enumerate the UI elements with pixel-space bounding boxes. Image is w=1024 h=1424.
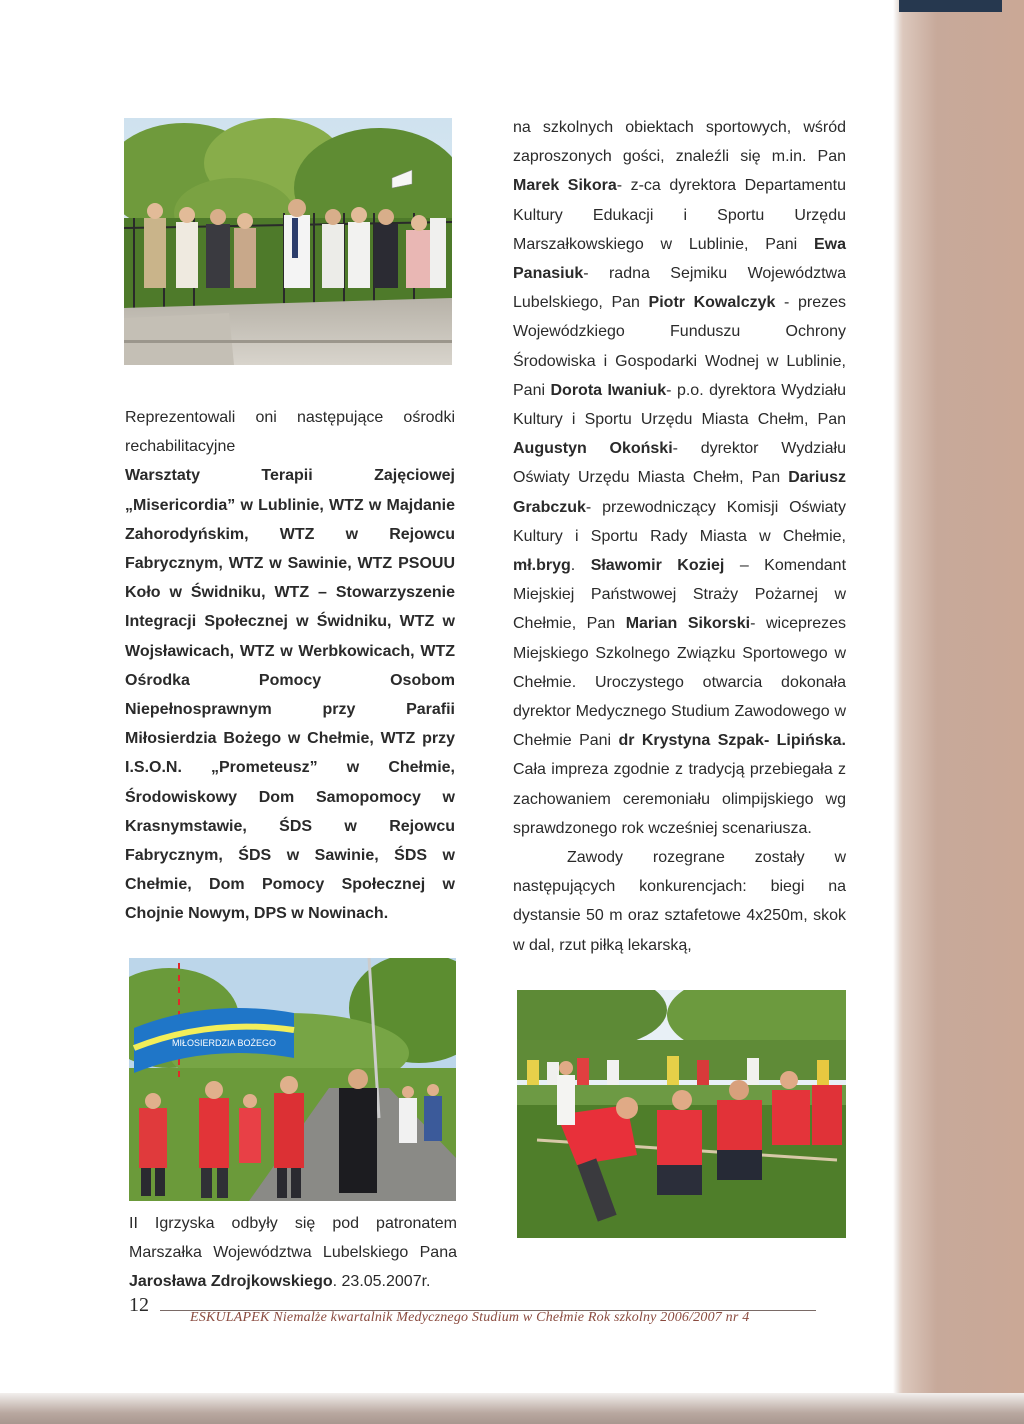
patron-text: . 23.05.2007r.	[332, 1273, 431, 1291]
article-right-column	[513, 113, 846, 960]
guest-bold-name: Piotr Kowalczyk	[648, 294, 776, 312]
caption-patronage	[129, 1209, 457, 1297]
scan-edge-bar	[898, 0, 1002, 12]
caption-intro: Reprezentowali oni następujące ośrodki rechabilitacyjne	[125, 409, 455, 456]
patron-bold-name: Jarosława Zdrojkowskiego	[129, 1273, 333, 1291]
guest-bold-name: Dorota Iwaniuk	[550, 381, 667, 399]
guest-bold-name: Sławomir Koziej	[590, 557, 725, 575]
footer-publication-info: ESKULAPEK Niemalże kwartalnik Medycznego Studium w Chełmie Rok szkolny 2006/2007 nr 4	[190, 1310, 750, 1325]
caption-participating-centers	[125, 403, 455, 929]
scan-background-right	[897, 0, 1024, 1424]
patron-text: II Igrzyska odbyły się pod patronatem Marszałka Województwa Lubelskiego Pana	[129, 1215, 457, 1262]
guest-text: .	[570, 557, 591, 575]
guest-bold-name: Marek Sikora	[513, 177, 617, 195]
guest-bold-name: Augustyn Okoński	[513, 440, 673, 458]
competitions-paragraph: Zawody rozegrane zostały w następujących konkurencjach: biegi na dystansie 50 m oraz sztafetowe 4x250m, skok w dal, rzut piłką lekarską,	[513, 849, 846, 954]
guests-paragraph	[513, 113, 846, 843]
caption-patronage-text	[129, 1209, 457, 1297]
guest-bold-name: dr Krystyna Szpak- Lipińska.	[618, 732, 846, 750]
guest-bold-name: Dariusz Grabczuk	[513, 469, 846, 516]
guest-text: - dyrektor Wydziału Oświaty Urzędu Miasta Chełm, Pan	[513, 440, 846, 487]
guest-text: - z-ca dyrektora Departamentu Kultury Edukacji i Sportu Urzędu Marszałkowskiego w Lublinie, Pani	[513, 177, 846, 253]
photo-ceremony-guests	[124, 118, 452, 365]
banner-text: MIŁOSIERDZIA BOŻEGO	[171, 1038, 277, 1048]
guest-bold-name: mł.bryg	[513, 557, 571, 575]
guest-text: – Komendant Miejskiej Państwowej Straży Pożarnej w Chełmie, Pan	[513, 557, 847, 633]
page-edge-shadow	[893, 0, 899, 1395]
guest-text: - prezes Wojewódzkiego Funduszu Ochrony Środowiska i Gospodarki Wodnej w Lublinie, Pani	[513, 294, 847, 399]
scan-background-bottom	[0, 1393, 1024, 1424]
guest-text: na szkolnych obiektach sportowych, wśród zaproszonych gości, znaleźli się m.in. Pan	[513, 119, 846, 166]
guest-bold-name: Marian Sikorski	[625, 615, 751, 633]
photo-procession-banner	[129, 958, 456, 1201]
page-number: 12	[129, 1294, 149, 1316]
guest-text: - przewodniczący Komisji Oświaty Kultury i Sportu Rady Miasta w Chełmie,	[513, 498, 846, 545]
guest-text: - wiceprezes Miejskiego Szkolnego Związku Sportowego w Chełmie. Uroczystego otwarcia dokonała dyrektor Medycznego Studium Zawodowego w Chełmie Pani	[513, 615, 846, 750]
guest-text: - p.o. dyrektora Wydziału Kultury i Sportu Urzędu Miasta Chełm, Pan	[513, 381, 847, 429]
guest-bold-name: Ewa Panasiuk	[513, 235, 846, 283]
photo-tug-of-war	[517, 990, 846, 1238]
guest-text: Cała impreza zgodnie z tradycją przebiegała z zachowaniem ceremoniału olimpijskiego wg sprawdzonego rok wcześniej scenariusza.	[513, 761, 846, 837]
centers-list: Warsztaty Terapii Zajęciowej „Misericordia” w Lublinie, WTZ w Majdanie Zahorodyńskim, WTZ w Rejowcu Fabrycznym, WTZ w Sawinie, WTZ PSOUU Koło w Świdniku, WTZ – Stowarzyszenie Integracji Społecznej w Świdniku, WTZ w Wojsławicach, WTZ w Werbkowicach, WTZ Ośrodka Pomocy Osobom Niepełnosprawnym przy Parafii Miłosierdzia Bożego w Chełmie, WTZ przy I.S.O.N. „Prometeusz” w Chełmie, Środowiskowy Dom Samopomocy w Krasnymstawie, ŚDS w Rejowcu Fabrycznym, ŚDS w Sawinie, ŚDS w Chełmie, Dom Pomocy Społecznej w Chojnie Nowym, DPS w Nowinach.	[125, 467, 455, 923]
guest-text: - radna Sejmiku Województwa Lubelskiego, Pan	[513, 265, 846, 312]
